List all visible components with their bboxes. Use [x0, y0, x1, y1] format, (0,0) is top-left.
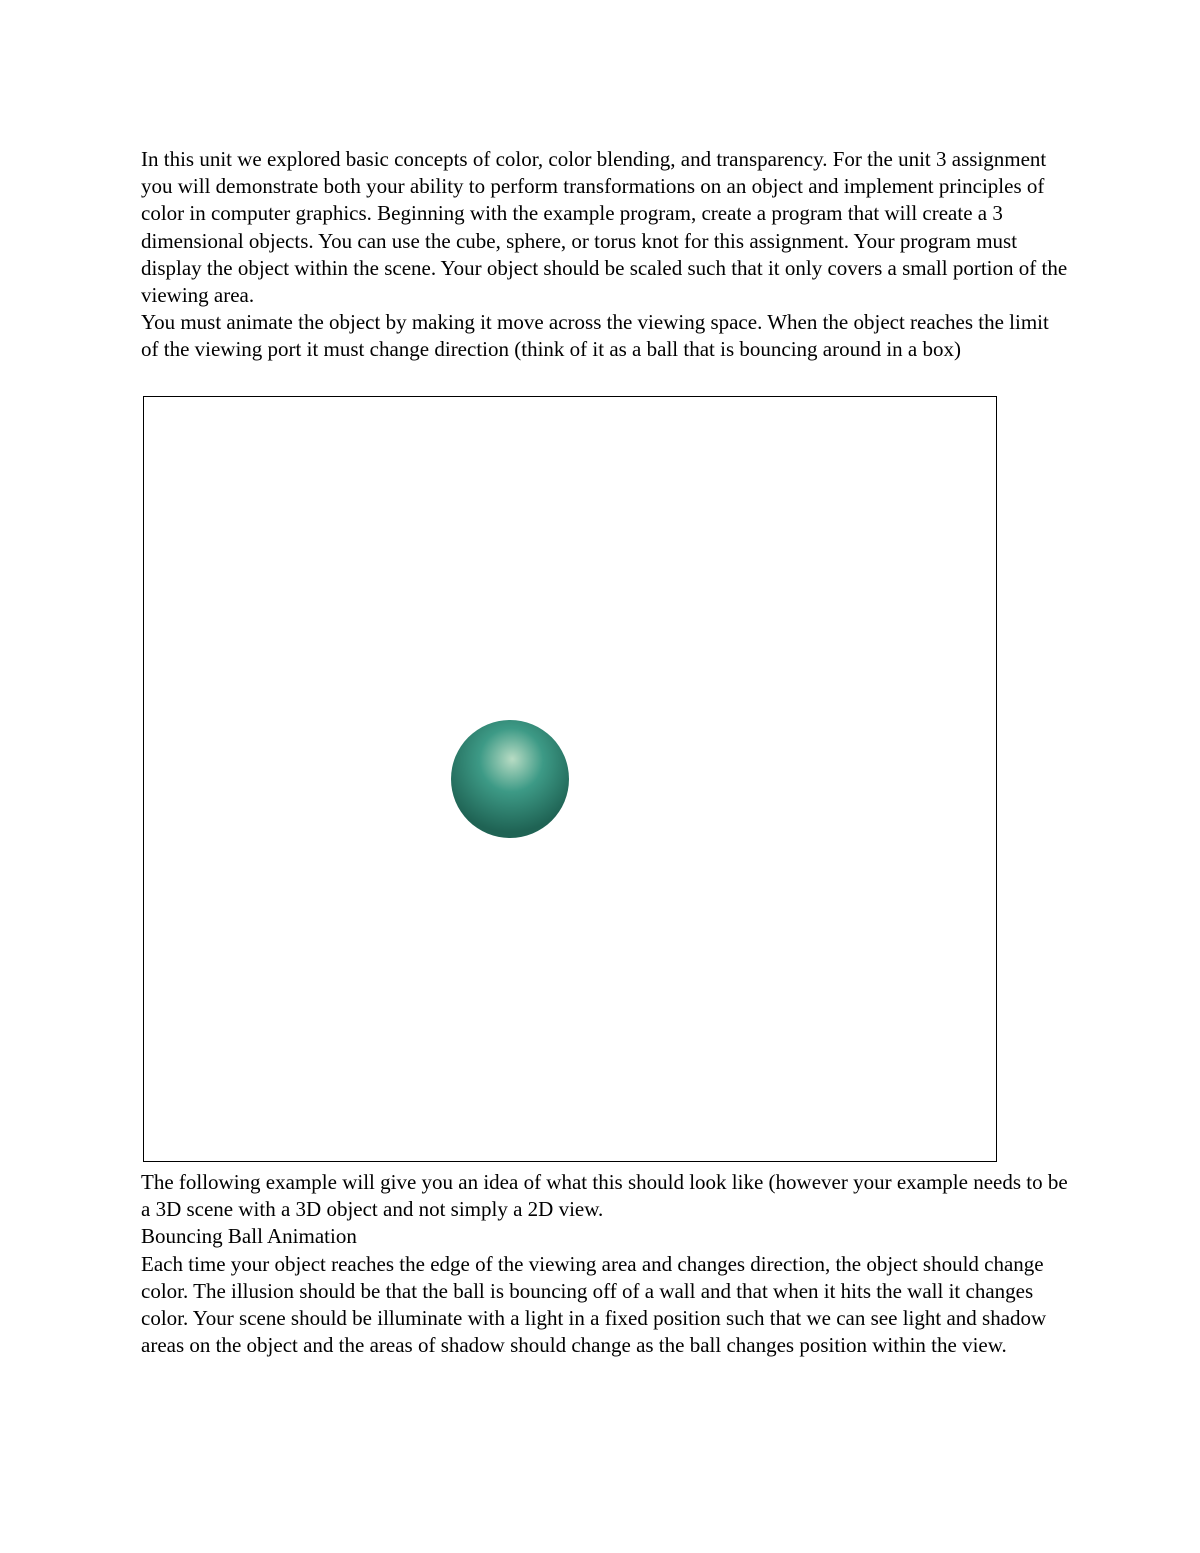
scene-canvas [144, 397, 996, 1161]
intro-paragraph: In this unit we explored basic concepts of color, color blending, and transparency. For the unit 3 assignment you will demonstrate both your ability to perform transformations on an object and implement principles of color in computer graphics. Beginning with the example program, create a program that will create a 3 dimensional objects. You can use the cube, sphere, or torus knot for this assignment. Your program must display the object within the scene. Your object should be scaled such that it only covers a small portion of the viewing area. [141, 147, 1068, 308]
color-paragraph: Each time your object reaches the edge of the viewing area and changes direction, the object should change color. The illusion should be that the ball is bouncing off of a wall and that when it hits the wall it changes color. Your scene should be illuminate with a light in a fixed position such that we can see light and shadow areas on the object and the areas of shadow should change as the ball changes position within the view. [141, 1251, 1047, 1358]
scene-viewport [143, 396, 997, 1162]
bottom-text-block [141, 1169, 1071, 1359]
animate-paragraph: You must animate the object by making it move across the viewing space. When the object reaches the limit of the viewing port it must change direction (think of it as a ball that is bouncing around in a box) [141, 310, 1049, 362]
bouncing-ball-link[interactable]: Bouncing Ball Animation [141, 1224, 357, 1249]
example-paragraph: The following example will give you an idea of what this should look like (however your example needs to be a 3D scene with a 3D object and not simply a 2D view. [141, 1170, 1068, 1222]
top-text-block [141, 146, 1071, 364]
bouncing-ball [451, 720, 569, 838]
